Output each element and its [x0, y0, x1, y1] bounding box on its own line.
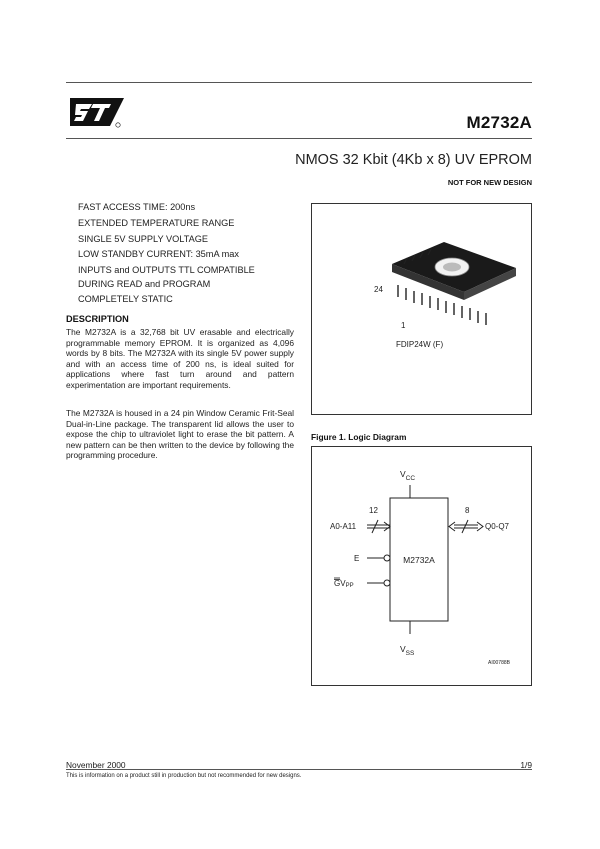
feature-line: INPUTS and OUTPUTS TTL COMPATIBLE — [78, 265, 255, 276]
status-note: NOT FOR NEW DESIGN — [447, 178, 532, 187]
header-rule — [66, 138, 532, 139]
description-paragraph: The M2732A is a 32,768 bit UV erasable and electrically programmable memory EPROM. It is organized as 4,096 words by 8 bits. The M2732A with its single 5V power supply and with an access time of 200 ns, is ideal suited for applications where fast turn around and pattern experimentation are important requirements. — [66, 327, 294, 390]
figure-caption: Figure 1. Logic Diagram — [311, 432, 407, 442]
enable-label: E — [354, 554, 360, 563]
description-paragraph: The M2732A is housed in a 24 pin Window Ceramic Frit-Seal Dual-in-Line package. The transparent lid allows the user to expose the chip to ultraviolet light to erase the bit pattern. A new pattern can be then written to the device by following the programming procedure. — [66, 408, 294, 461]
logic-diagram-svg — [312, 447, 531, 685]
chip-label: M2732A — [403, 555, 435, 565]
output-label: Q0-Q7 — [485, 522, 510, 531]
address-count: 12 — [369, 506, 378, 515]
package-name: FDIP24W (F) — [396, 340, 444, 349]
feature-item: COMPLETELY STATIC — [78, 294, 173, 305]
feature-item — [78, 263, 308, 291]
gvpp-label: GVPP — [334, 579, 354, 589]
pin-1-label: 1 — [401, 321, 406, 330]
footer-date: November 2000 — [66, 760, 126, 770]
pin-24-label: 24 — [374, 285, 383, 294]
top-rule — [66, 82, 532, 83]
feature-line: DURING READ and PROGRAM — [78, 279, 211, 290]
feature-list — [78, 200, 308, 308]
description-heading: DESCRIPTION — [66, 314, 129, 324]
address-label: A0-A11 — [330, 522, 357, 531]
feature-item: SINGLE 5V SUPPLY VOLTAGE — [78, 233, 209, 244]
output-count: 8 — [465, 506, 470, 515]
feature-item: LOW STANDBY CURRENT: 35mA max — [78, 249, 239, 260]
footer-rule — [66, 769, 532, 770]
document-title: NMOS 32 Kbit (4Kb x 8) UV EPROM — [295, 152, 532, 168]
logic-diagram — [311, 446, 532, 686]
figure-code: AI00788B — [488, 660, 510, 666]
fdip24w-package-icon — [312, 204, 531, 414]
feature-item: EXTENDED TEMPERATURE RANGE — [78, 217, 235, 228]
vcc-label: $V_{CC}$ — [400, 469, 416, 482]
footer-note: This is information on a product still in production but not recommended for new designs. — [66, 773, 302, 779]
part-number: M2732A — [466, 113, 532, 132]
feature-item: FAST ACCESS TIME: 200ns — [78, 202, 196, 212]
page-number: 1/9 — [520, 760, 532, 770]
package-figure — [311, 203, 532, 415]
vss-label: $V_{SS}$ — [400, 644, 415, 657]
st-logo-icon — [66, 96, 126, 130]
